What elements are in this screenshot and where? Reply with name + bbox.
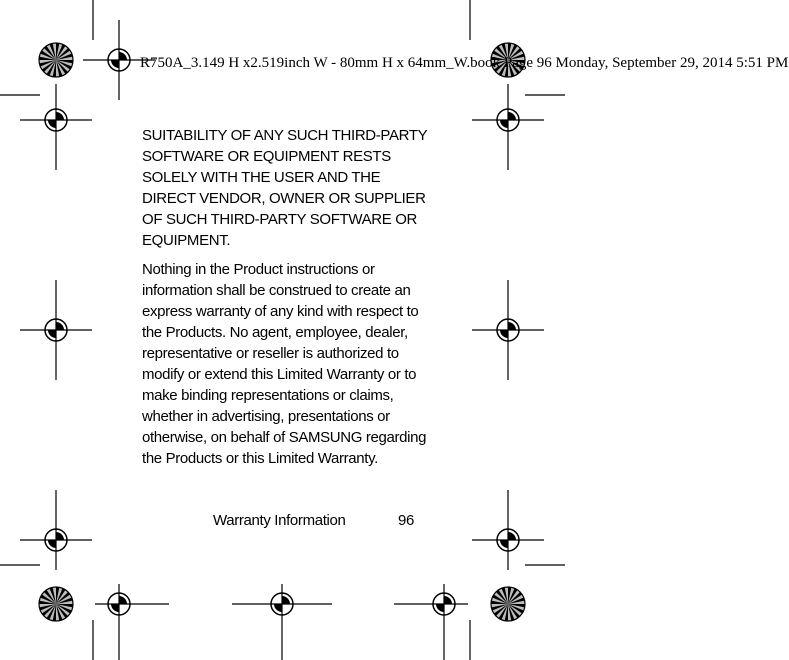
registration-target (394, 584, 468, 660)
star-target (39, 587, 73, 621)
registration-target (20, 280, 92, 380)
footer-section-title: Warranty Information (213, 512, 346, 529)
body-paragraph-limitation: Nothing in the Product instructions or information shall be construed to create an express warranty of any kind with respect to the Products. No agent, employee, dealer, representative or reseller is authorized to modify or extend this Limited Warranty or to make binding representations or claims, whether in advertising, presentations or otherwise, on behalf of SAMSUNG regarding the Products or this Limited Warranty. (142, 261, 427, 467)
registration-target (20, 490, 92, 570)
registration-target (472, 490, 544, 570)
registration-target (20, 84, 92, 170)
footer-page-number: 96 (398, 512, 414, 529)
star-target (491, 587, 525, 621)
slug-line: R750A_3.149 H x2.519inch W - 80mm H x 64mm_W.book Page 96 Monday, September 29, 2014 5:51 PM (140, 55, 789, 71)
registration-target (95, 584, 169, 660)
body-paragraph-disclaimer: SUITABILITY OF ANY SUCH THIRD-PARTY SOFTWARE OR EQUIPMENT RESTS SOLELY WITH THE USER AND THE DIRECT VENDOR, OWNER OR SUPPLIER OF SUCH THIRD-PARTY SOFTWARE OR EQUIPMENT. (142, 127, 428, 249)
registration-target (472, 280, 544, 380)
registration-target (472, 84, 544, 170)
registration-target (232, 584, 332, 660)
warranty-body (142, 126, 432, 470)
star-target (39, 43, 73, 77)
